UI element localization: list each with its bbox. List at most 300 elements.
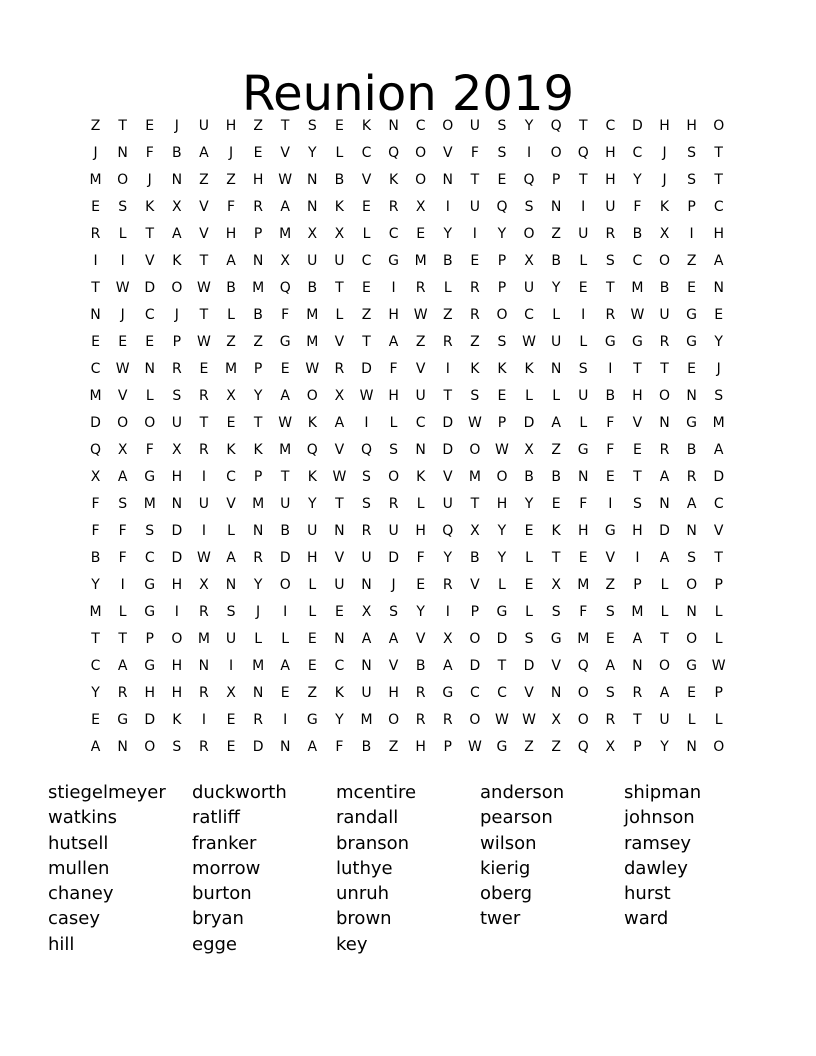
grid-letter: L bbox=[525, 549, 533, 566]
grid-letter: C bbox=[713, 495, 724, 512]
grid-letter: F bbox=[579, 495, 588, 512]
grid-letter: I bbox=[472, 225, 477, 242]
page-title: Reunion 2019 bbox=[241, 66, 575, 123]
grid-letter: H bbox=[388, 387, 399, 404]
grid-letter: I bbox=[581, 198, 586, 215]
grid-letter: O bbox=[144, 414, 156, 431]
grid-letter: V bbox=[524, 684, 534, 701]
grid-letter: A bbox=[199, 144, 209, 161]
grid-letter: G bbox=[117, 711, 129, 728]
word-list-item: branson bbox=[336, 832, 410, 854]
grid-letter: I bbox=[689, 225, 694, 242]
grid-letter: N bbox=[307, 171, 318, 188]
grid-letter: C bbox=[524, 306, 534, 323]
grid-letter: K bbox=[524, 360, 534, 377]
grid-letter: W bbox=[197, 279, 211, 296]
grid-letter: S bbox=[687, 549, 697, 566]
grid-letter: D bbox=[90, 414, 101, 431]
grid-letter: R bbox=[469, 279, 480, 296]
grid-letter: C bbox=[605, 117, 616, 134]
grid-letter: L bbox=[308, 603, 317, 620]
grid-letter: N bbox=[632, 657, 643, 674]
grid-letter: L bbox=[335, 144, 344, 161]
grid-letter: I bbox=[228, 657, 234, 674]
grid-letter: C bbox=[144, 549, 155, 566]
grid-letter: V bbox=[551, 657, 561, 674]
grid-letter: R bbox=[442, 711, 453, 728]
grid-letter: K bbox=[388, 171, 399, 188]
grid-letter: B bbox=[442, 252, 453, 269]
grid-letter: E bbox=[226, 414, 236, 431]
grid-letter: E bbox=[578, 549, 588, 566]
grid-letter: S bbox=[714, 387, 724, 404]
grid-letter: A bbox=[280, 198, 290, 215]
grid-letter: S bbox=[145, 522, 155, 539]
grid-letter: R bbox=[659, 441, 670, 458]
grid-letter: L bbox=[552, 306, 561, 323]
grid-letter: L bbox=[118, 225, 127, 242]
grid-letter: U bbox=[415, 387, 426, 404]
grid-letter: K bbox=[334, 198, 344, 215]
word-list-item: dawley bbox=[624, 857, 688, 879]
grid-letter: W bbox=[495, 711, 509, 728]
grid-letter: R bbox=[442, 333, 453, 350]
grid-letter: S bbox=[578, 360, 588, 377]
grid-letter: E bbox=[91, 711, 100, 728]
grid-letter: C bbox=[361, 144, 372, 161]
grid-letter: V bbox=[470, 576, 480, 593]
grid-letter: G bbox=[144, 603, 156, 620]
grid-letter: Q bbox=[577, 144, 589, 161]
grid-letter: D bbox=[144, 279, 156, 296]
grid-letter: S bbox=[551, 603, 561, 620]
grid-letter: Q bbox=[550, 117, 562, 134]
grid-letter: U bbox=[280, 495, 291, 512]
word-list-item: shipman bbox=[624, 782, 702, 803]
word-list-item: unruh bbox=[336, 883, 390, 905]
grid-letter: J bbox=[93, 144, 98, 161]
grid-letter: O bbox=[659, 387, 671, 404]
grid-letter: V bbox=[280, 144, 290, 161]
grid-letter: B bbox=[632, 225, 643, 242]
grid-letter: Y bbox=[443, 549, 453, 566]
grid-letter: V bbox=[415, 360, 426, 377]
grid-letter: Y bbox=[308, 144, 317, 161]
grid-letter: X bbox=[605, 738, 616, 755]
grid-letter: C bbox=[497, 684, 507, 701]
grid-letter: R bbox=[199, 441, 209, 458]
grid-letter: P bbox=[443, 738, 452, 755]
grid-letter: N bbox=[117, 738, 128, 755]
grid-letter: G bbox=[631, 333, 643, 350]
grid-letter: E bbox=[199, 360, 209, 377]
grid-letter: M bbox=[360, 711, 373, 728]
word-list-item: stiegelmeyer bbox=[48, 782, 166, 803]
grid-letter: T bbox=[443, 387, 453, 404]
word-list-item: watkins bbox=[48, 807, 118, 829]
grid-letter: U bbox=[307, 522, 318, 539]
grid-letter: B bbox=[334, 171, 345, 188]
grid-letter: F bbox=[226, 198, 236, 215]
grid-letter: Z bbox=[605, 576, 616, 593]
word-list-item: ratliff bbox=[192, 807, 240, 829]
grid-letter: E bbox=[416, 225, 426, 242]
grid-letter: B bbox=[659, 279, 670, 296]
grid-row bbox=[82, 517, 732, 544]
grid-letter: X bbox=[551, 576, 561, 593]
grid-letter: F bbox=[633, 198, 642, 215]
grid-letter: K bbox=[659, 198, 670, 215]
grid-letter: T bbox=[335, 279, 344, 296]
grid-letter: I bbox=[120, 576, 125, 593]
grid-letter: E bbox=[280, 360, 290, 377]
grid-letter: N bbox=[442, 171, 453, 188]
grid-letter: Z bbox=[551, 738, 561, 755]
grid-letter: P bbox=[497, 414, 507, 431]
grid-letter: Z bbox=[361, 306, 372, 323]
grid-letter: S bbox=[497, 117, 507, 134]
grid-letter: E bbox=[605, 468, 615, 485]
grid-letter: D bbox=[659, 522, 670, 539]
grid-letter: P bbox=[714, 576, 723, 593]
grid-letter: X bbox=[199, 576, 209, 593]
grid-letter: R bbox=[253, 549, 263, 566]
grid-letter: T bbox=[280, 468, 290, 485]
grid-letter: L bbox=[308, 576, 317, 593]
grid-letter: S bbox=[389, 603, 399, 620]
grid-letter: R bbox=[605, 306, 616, 323]
grid-letter: V bbox=[144, 252, 155, 269]
grid-row bbox=[82, 355, 732, 382]
grid-letter: X bbox=[470, 522, 480, 539]
word-list-item: burton bbox=[192, 883, 252, 905]
grid-letter: N bbox=[415, 441, 426, 458]
grid-letter: E bbox=[362, 198, 371, 215]
grid-letter: B bbox=[415, 657, 426, 674]
grid-letter: E bbox=[714, 306, 724, 323]
grid-letter: U bbox=[388, 522, 399, 539]
grid-letter: M bbox=[143, 495, 156, 512]
grid-letter: P bbox=[253, 360, 263, 377]
grid-letter: U bbox=[361, 684, 372, 701]
grid-letter: M bbox=[414, 252, 427, 269]
grid-letter: Q bbox=[577, 657, 589, 674]
grid-letter: A bbox=[388, 630, 399, 647]
grid-letter: S bbox=[605, 252, 615, 269]
grid-letter: T bbox=[660, 630, 669, 647]
grid-letter: B bbox=[551, 468, 561, 485]
grid-letter: E bbox=[632, 441, 642, 458]
grid-letter: N bbox=[252, 252, 264, 269]
grid-letter: M bbox=[252, 279, 265, 296]
grid-letter: E bbox=[226, 738, 236, 755]
grid-letter: U bbox=[578, 225, 589, 242]
grid-letter: S bbox=[687, 171, 697, 188]
grid-letter: Y bbox=[660, 738, 669, 755]
grid-letter: S bbox=[605, 684, 615, 701]
grid-row bbox=[82, 733, 732, 760]
grid-letter: B bbox=[605, 387, 616, 404]
grid-letter: R bbox=[117, 684, 128, 701]
grid-letter: R bbox=[253, 711, 263, 728]
grid-letter: I bbox=[445, 198, 450, 215]
grid-letter: Z bbox=[551, 225, 561, 242]
grid-letter: Y bbox=[91, 576, 100, 593]
grid-letter: G bbox=[686, 414, 698, 431]
grid-letter: N bbox=[90, 306, 101, 323]
grid-letter: A bbox=[280, 387, 290, 404]
grid-letter: T bbox=[199, 252, 209, 269]
grid-letter: T bbox=[578, 117, 588, 134]
grid-letter: N bbox=[659, 414, 670, 431]
grid-letter: T bbox=[199, 306, 209, 323]
grid-letter: O bbox=[388, 468, 400, 485]
grid-letter: W bbox=[522, 711, 536, 728]
grid-letter: P bbox=[145, 630, 154, 647]
word-list-item: egge bbox=[192, 933, 237, 955]
grid-letter: B bbox=[307, 279, 318, 296]
grid-letter: R bbox=[199, 684, 209, 701]
grid-letter: C bbox=[632, 252, 643, 269]
grid-letter: Q bbox=[360, 441, 372, 458]
grid-letter: A bbox=[280, 657, 290, 674]
grid-letter: C bbox=[90, 360, 101, 377]
grid-letter: E bbox=[280, 684, 290, 701]
grid-letter: J bbox=[174, 306, 179, 323]
grid-letter: X bbox=[117, 441, 128, 458]
grid-letter: L bbox=[281, 630, 290, 647]
word-list-item: casey bbox=[48, 908, 101, 930]
grid-letter: W bbox=[630, 306, 645, 323]
grid-letter: F bbox=[145, 144, 154, 161]
grid-letter: H bbox=[415, 738, 426, 755]
grid-letter: D bbox=[279, 549, 291, 566]
grid-letter: F bbox=[91, 495, 100, 512]
grid-letter: L bbox=[443, 279, 452, 296]
grid-letter: H bbox=[225, 225, 237, 242]
grid-letter: Q bbox=[279, 279, 291, 296]
grid-letter: C bbox=[415, 414, 426, 431]
grid-letter: N bbox=[686, 387, 697, 404]
grid-letter: R bbox=[686, 468, 697, 485]
grid-letter: O bbox=[523, 225, 535, 242]
grid-letter: U bbox=[659, 711, 670, 728]
grid-letter: P bbox=[497, 252, 507, 269]
grid-letter: Q bbox=[388, 144, 400, 161]
grid-letter: R bbox=[171, 360, 182, 377]
grid-letter: X bbox=[524, 441, 534, 458]
grid-letter: A bbox=[117, 468, 128, 485]
grid-letter: F bbox=[606, 414, 615, 431]
grid-letter: E bbox=[307, 630, 317, 647]
grid-letter: N bbox=[713, 279, 724, 296]
grid-letter: N bbox=[252, 684, 264, 701]
grid-letter: B bbox=[253, 306, 263, 323]
grid-row bbox=[82, 490, 732, 517]
word-column bbox=[336, 780, 480, 957]
grid-letter: O bbox=[442, 117, 454, 134]
grid-letter: I bbox=[283, 711, 288, 728]
grid-letter: U bbox=[551, 333, 562, 350]
word-list-item: ramsey bbox=[624, 832, 692, 854]
grid-letter: K bbox=[470, 360, 480, 377]
grid-letter: H bbox=[686, 117, 697, 134]
grid-letter: O bbox=[171, 279, 183, 296]
grid-letter: S bbox=[172, 387, 182, 404]
grid-letter: M bbox=[224, 360, 238, 377]
grid-letter: W bbox=[495, 441, 509, 458]
grid-letter: M bbox=[577, 630, 590, 647]
grid-letter: A bbox=[659, 684, 670, 701]
grid-letter: K bbox=[253, 441, 263, 458]
grid-letter: M bbox=[468, 468, 481, 485]
grid-letter: S bbox=[524, 630, 534, 647]
grid-letter: O bbox=[659, 252, 671, 269]
grid-letter: P bbox=[172, 333, 182, 350]
grid-letter: O bbox=[469, 441, 481, 458]
grid-letter: I bbox=[526, 144, 532, 161]
grid-letter: Z bbox=[307, 684, 318, 701]
grid-row bbox=[82, 274, 732, 301]
grid-letter: N bbox=[361, 657, 372, 674]
grid-letter: W bbox=[467, 414, 482, 431]
grid-letter: U bbox=[334, 576, 345, 593]
grid-letter: O bbox=[496, 306, 508, 323]
word-list-item: kierig bbox=[480, 857, 531, 879]
grid-row bbox=[82, 382, 732, 409]
grid-letter: W bbox=[711, 657, 726, 674]
grid-letter: O bbox=[117, 414, 129, 431]
grid-letter: X bbox=[172, 441, 182, 458]
grid-letter: H bbox=[415, 522, 426, 539]
grid-letter: R bbox=[388, 198, 399, 215]
grid-letter: N bbox=[361, 576, 372, 593]
grid-letter: O bbox=[306, 387, 318, 404]
grid-letter: N bbox=[117, 144, 128, 161]
grid-letter: H bbox=[605, 171, 616, 188]
word-list-item: franker bbox=[192, 832, 257, 854]
grid-letter: F bbox=[281, 306, 290, 323]
grid-letter: P bbox=[551, 171, 561, 188]
grid-letter: M bbox=[279, 441, 292, 458]
grid-letter: O bbox=[577, 711, 589, 728]
grid-letter: J bbox=[228, 144, 234, 161]
grid-letter: Z bbox=[90, 117, 101, 134]
word-bank bbox=[48, 780, 768, 957]
grid-letter: V bbox=[334, 333, 345, 350]
word-list-item: pearson bbox=[480, 807, 553, 829]
grid-letter: L bbox=[687, 711, 696, 728]
grid-letter: T bbox=[633, 711, 642, 728]
grid-letter: X bbox=[415, 198, 426, 215]
grid-letter: S bbox=[497, 144, 507, 161]
word-list-item: morrow bbox=[192, 857, 261, 879]
grid-letter: W bbox=[278, 414, 293, 431]
word-column bbox=[480, 780, 624, 957]
grid-letter: C bbox=[388, 225, 399, 242]
grid-letter: K bbox=[416, 468, 426, 485]
grid-letter: M bbox=[306, 306, 319, 323]
grid-letter: Q bbox=[90, 441, 102, 458]
grid-letter: D bbox=[361, 360, 372, 377]
grid-letter: O bbox=[550, 144, 562, 161]
grid-letter: X bbox=[442, 630, 453, 647]
grid-letter: H bbox=[632, 387, 643, 404]
grid-letter: G bbox=[577, 441, 589, 458]
grid-letter: V bbox=[605, 549, 616, 566]
grid-letter: Y bbox=[497, 549, 507, 566]
grid-letter: B bbox=[470, 549, 480, 566]
grid-row bbox=[82, 598, 732, 625]
grid-letter: Q bbox=[496, 198, 508, 215]
grid-letter: N bbox=[686, 522, 697, 539]
grid-letter: Y bbox=[633, 171, 642, 188]
grid-letter: L bbox=[714, 711, 723, 728]
grid-letter: N bbox=[577, 468, 589, 485]
grid-letter: E bbox=[362, 279, 371, 296]
grid-letter: O bbox=[469, 711, 481, 728]
grid-letter: M bbox=[577, 576, 590, 593]
grid-letter: W bbox=[197, 549, 211, 566]
grid-letter: T bbox=[335, 495, 344, 512]
grid-letter: K bbox=[172, 711, 182, 728]
grid-letter: D bbox=[144, 711, 156, 728]
word-column bbox=[192, 780, 336, 957]
grid-letter: U bbox=[659, 306, 670, 323]
grid-letter: D bbox=[523, 414, 535, 431]
grid-letter: S bbox=[389, 441, 399, 458]
grid-letter: T bbox=[714, 144, 723, 161]
grid-letter: V bbox=[226, 495, 236, 512]
grid-letter: G bbox=[144, 657, 156, 674]
grid-letter: S bbox=[687, 144, 697, 161]
grid-letter: T bbox=[91, 630, 100, 647]
grid-row bbox=[82, 328, 732, 355]
grid-letter: H bbox=[388, 306, 399, 323]
grid-letter: V bbox=[415, 630, 426, 647]
grid-letter: K bbox=[551, 522, 561, 539]
grid-letter: N bbox=[550, 360, 562, 377]
grid-letter: X bbox=[226, 684, 236, 701]
grid-letter: S bbox=[226, 603, 236, 620]
grid-letter: S bbox=[172, 738, 182, 755]
grid-letter: B bbox=[361, 738, 372, 755]
grid-letter: I bbox=[608, 495, 613, 512]
grid-letter: N bbox=[279, 738, 291, 755]
grid-letter: B bbox=[524, 468, 534, 485]
grid-letter: S bbox=[118, 198, 128, 215]
grid-letter: E bbox=[497, 387, 507, 404]
grid-letter: K bbox=[226, 441, 236, 458]
grid-letter: I bbox=[445, 360, 450, 377]
grid-letter: H bbox=[252, 171, 264, 188]
grid-letter: T bbox=[633, 360, 642, 377]
grid-letter: P bbox=[253, 225, 263, 242]
grid-letter: D bbox=[252, 738, 264, 755]
grid-letter: X bbox=[280, 252, 290, 269]
grid-letter: G bbox=[686, 657, 698, 674]
grid-row bbox=[82, 193, 732, 220]
grid-letter: H bbox=[144, 684, 155, 701]
grid-letter: N bbox=[550, 198, 562, 215]
grid-letter: F bbox=[470, 144, 479, 161]
grid-letter: C bbox=[361, 252, 372, 269]
grid-letter: K bbox=[307, 414, 317, 431]
grid-letter: T bbox=[470, 171, 480, 188]
grid-letter: T bbox=[497, 657, 507, 674]
grid-letter: Z bbox=[415, 333, 426, 350]
grid-letter: E bbox=[145, 117, 155, 134]
